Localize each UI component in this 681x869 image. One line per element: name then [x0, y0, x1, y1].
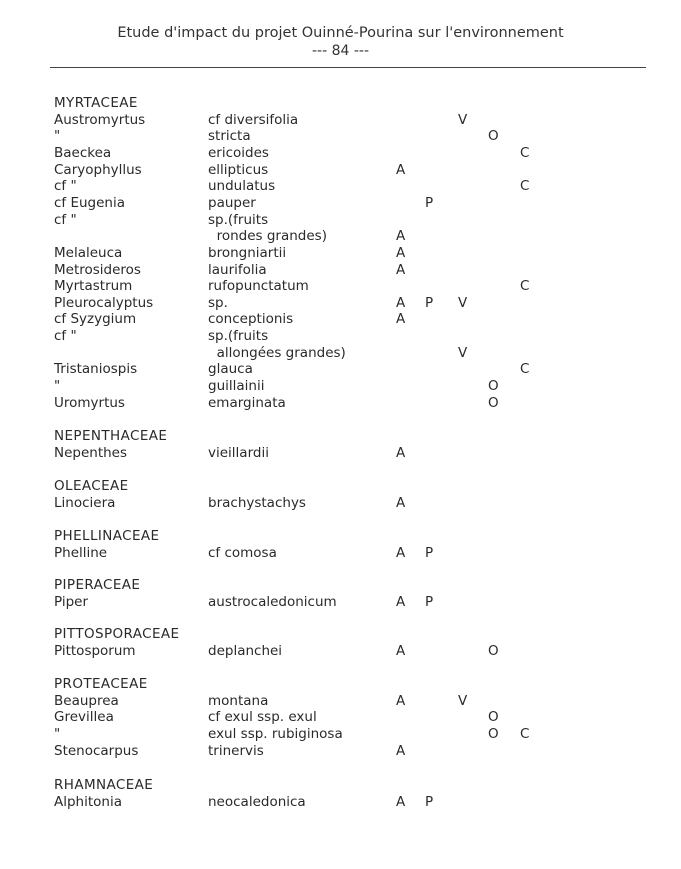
family-name: OLEACEAE [54, 478, 129, 494]
table-row [0, 378, 681, 395]
table-row [0, 178, 681, 195]
genus-cell: Beauprea [54, 692, 119, 709]
mark-a: A [396, 692, 406, 709]
genus-cell: Pittosporum [54, 642, 136, 659]
species-cell: conceptionis [208, 311, 294, 328]
mark-c: C [520, 144, 530, 161]
mark-a: A [396, 444, 406, 461]
mark-c: C [520, 178, 530, 195]
table-row [0, 245, 681, 262]
mark-a: A [396, 494, 406, 511]
table-row [0, 693, 681, 710]
species-cell: stricta [208, 128, 251, 145]
mark-p: P [425, 294, 434, 311]
mark-p: P [425, 194, 434, 211]
mark-p: P [425, 593, 434, 610]
species-cell: ellipticus [208, 161, 269, 178]
genus-cell: " [54, 128, 61, 145]
table-row [0, 212, 681, 229]
table-row [0, 495, 681, 512]
table-row [0, 295, 681, 312]
table-row [0, 726, 681, 743]
mark-v: V [458, 111, 468, 128]
genus-cell: Metrosideros [54, 261, 141, 278]
mark-a: A [396, 294, 406, 311]
mark-a: A [396, 593, 406, 610]
genus-cell: Caryophyllus [54, 161, 142, 178]
species-cell: deplanchei [208, 642, 283, 659]
mark-v: V [458, 692, 468, 709]
species-cell: austrocaledonicum [208, 593, 337, 610]
genus-cell: cf Eugenia [54, 194, 126, 211]
family-name: PITTOSPORACEAE [54, 626, 180, 642]
genus-cell: cf " [54, 211, 77, 228]
table-row [0, 112, 681, 129]
table-row [0, 262, 681, 279]
genus-cell: Austromyrtus [54, 111, 146, 128]
page-number: --- 84 --- [311, 43, 370, 59]
species-cell: laurifolia [208, 261, 267, 278]
family-name: PIPERACEAE [54, 577, 141, 593]
table-row [0, 128, 681, 145]
table-row [0, 195, 681, 212]
document-title: Etude d'impact du projet Ouinné-Pourina sur l'environnement [117, 25, 564, 41]
species-cell: cf exul ssp. exul [208, 709, 317, 726]
genus-cell: cf " [54, 328, 77, 345]
mark-p: P [425, 793, 434, 810]
species-cell: neocaledonica [208, 793, 306, 810]
species-cell: cf diversifolia [208, 111, 299, 128]
genus-cell: Baeckea [54, 144, 112, 161]
species-cell: rufopunctatum [208, 278, 309, 295]
genus-cell: Phelline [54, 544, 108, 561]
mark-a: A [396, 161, 406, 178]
species-cell: sp.(fruits [208, 211, 269, 228]
genus-cell: Alphitonia [54, 793, 122, 810]
genus-cell: " [54, 378, 61, 395]
genus-cell: Linociera [54, 494, 116, 511]
species-cell: ericoides [208, 144, 269, 161]
genus-cell: cf " [54, 178, 77, 195]
species-cell: pauper [208, 194, 256, 211]
table-row [0, 445, 681, 462]
table-row [0, 345, 681, 362]
genus-cell: Tristaniospis [54, 361, 138, 378]
table-row [0, 311, 681, 328]
species-cell: guillainii [208, 378, 265, 395]
mark-p: P [425, 544, 434, 561]
species-cell: exul ssp. rubiginosa [208, 725, 343, 742]
species-cell: vieillardii [208, 444, 269, 461]
genus-cell: Pleurocalyptus [54, 294, 154, 311]
family-name: NEPENTHACEAE [54, 428, 168, 444]
species-cell: undulatus [208, 178, 276, 195]
genus-cell: Melaleuca [54, 244, 123, 261]
species-cell: sp. [208, 294, 228, 311]
header-rule [50, 67, 646, 68]
mark-o: O [488, 394, 499, 411]
genus-cell: cf Syzygium [54, 311, 137, 328]
genus-cell: Grevillea [54, 709, 114, 726]
mark-o: O [488, 378, 499, 395]
table-row [0, 328, 681, 345]
species-cell: rondes grandes) [208, 228, 327, 245]
species-cell: allongées grandes) [208, 344, 346, 361]
genus-cell: Nepenthes [54, 444, 128, 461]
table-row [0, 228, 681, 245]
mark-a: A [396, 244, 406, 261]
table-row [0, 278, 681, 295]
species-cell: glauca [208, 361, 253, 378]
genus-cell: Stenocarpus [54, 742, 139, 759]
genus-cell: Myrtastrum [54, 278, 133, 295]
species-cell: montana [208, 692, 269, 709]
genus-cell: Uromyrtus [54, 394, 125, 411]
mark-c: C [520, 278, 530, 295]
table-row [0, 145, 681, 162]
table-row [0, 709, 681, 726]
family-name: MYRTACEAE [54, 95, 138, 111]
table-row [0, 545, 681, 562]
mark-c: C [520, 361, 530, 378]
mark-a: A [396, 742, 406, 759]
family-name: PHELLINACEAE [54, 528, 160, 544]
species-cell: emarginata [208, 394, 286, 411]
mark-a: A [396, 228, 406, 245]
mark-a: A [396, 793, 406, 810]
table-row [0, 361, 681, 378]
family-name: PROTEACEAE [54, 676, 148, 692]
page-header [0, 24, 681, 60]
mark-o: O [488, 709, 499, 726]
table-row [0, 643, 681, 660]
mark-o: O [488, 642, 499, 659]
mark-a: A [396, 311, 406, 328]
genus-cell: Piper [54, 593, 89, 610]
species-cell: brachystachys [208, 494, 306, 511]
table-row [0, 594, 681, 611]
mark-o: O [488, 725, 499, 742]
species-cell: brongniartii [208, 244, 287, 261]
species-cell: cf comosa [208, 544, 277, 561]
mark-v: V [458, 344, 468, 361]
species-cell: trinervis [208, 742, 264, 759]
mark-o: O [488, 128, 499, 145]
genus-cell: " [54, 725, 61, 742]
mark-a: A [396, 544, 406, 561]
family-name: RHAMNACEAE [54, 777, 154, 793]
table-row [0, 162, 681, 179]
mark-v: V [458, 294, 468, 311]
mark-a: A [396, 261, 406, 278]
mark-a: A [396, 642, 406, 659]
table-row [0, 395, 681, 412]
species-cell: sp.(fruits [208, 328, 269, 345]
mark-c: C [520, 725, 530, 742]
table-row [0, 743, 681, 760]
table-row [0, 794, 681, 811]
